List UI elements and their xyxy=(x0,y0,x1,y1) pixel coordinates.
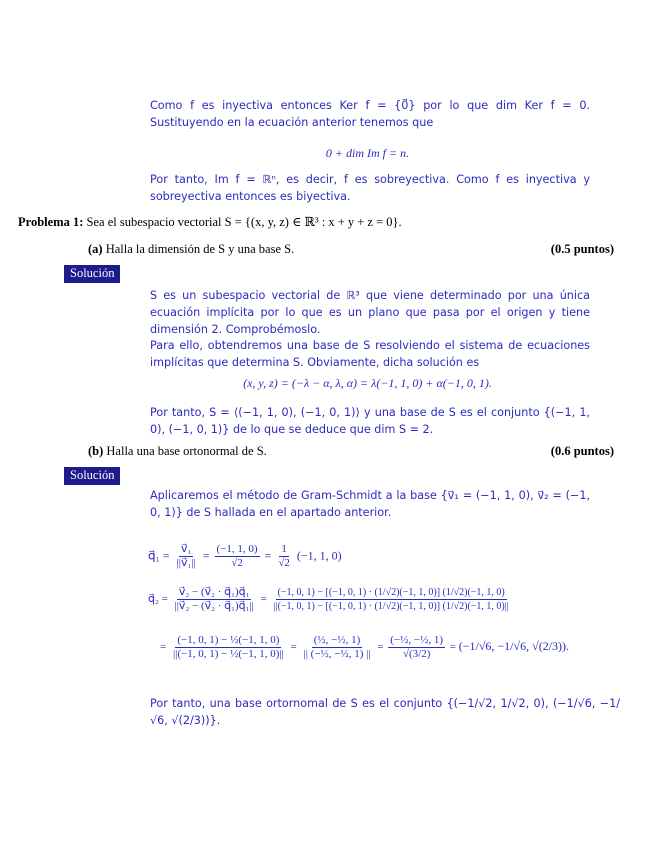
q2-line2-fraction-2: $\frac{\text{(½, −½, 1)}}{\text{|| (−½, −½, 1) ||}}$ xyxy=(303,634,371,660)
solution-a-paragraph-3: Por tanto, S = ⟨(−1, 1, 0), (−1, 0, 1)⟩ y una base de S es el conjunto {(−1, 1, 0), (−1, 0, 1)} de lo que se deduce que dim S = 2. xyxy=(150,406,590,436)
intro-paragraph-1: Como f es inyectiva entonces Ker f = {0⃗} por lo que dim Ker f = 0. Sustituyendo en la ecuación anterior tenemos que xyxy=(150,99,590,129)
part-a-points: (0.5 puntos) xyxy=(550,242,614,256)
part-b-text: Halla una base ortonormal de S. xyxy=(106,444,267,458)
part-b-heading xyxy=(88,444,614,459)
q2-fraction-1: $\frac{\text{v⃗₂ − (v⃗₂ · q⃗₁)q⃗₁}}{\text{||v⃗₂ − (v⃗₂ · q⃗₁)q⃗₁||}}$ xyxy=(174,586,254,612)
part-b-points: (0.6 puntos) xyxy=(550,444,614,458)
q1-lhs: q⃗₁ = xyxy=(148,548,170,563)
solution-a-paragraph-1: S es un subespacio vectorial de ℝ³ que viene determinado por una única ecuación implícita por lo que es un plano que pasa por el origen y tiene dimensión 2. Comprobémoslo. xyxy=(150,289,590,336)
problem-label: Problema 1: xyxy=(18,215,84,229)
solution-b-final: Por tanto, una base ortornomal de S es el conjunto {(−1/√2, 1/√2, 0), (−1/√6, −1/√6, √(2/3))}. xyxy=(150,697,620,727)
q1-equation: q⃗₁ = $\frac{\text{v⃗₁}}{\text{||v⃗₁||}}$ = $\frac{(-1, 1, 0)}{√2}$ = $\frac{1}{√2}$ (−1, 1, 0) xyxy=(148,543,342,569)
part-a-label: (a) xyxy=(88,242,103,256)
solution-b-paragraph-1: Aplicaremos el método de Gram-Schmidt a la base {v⃗₁ = (−1, 1, 0), v⃗₂ = (−1, 0, 1)} de S hallada en el apartado anterior. xyxy=(150,489,590,519)
problem-1 xyxy=(18,214,402,230)
intro-equation: 0 + dim Im f = n. xyxy=(325,146,410,160)
q2-line2-fraction-3: $\frac{\text{(−½, −½, 1)}}{√(3/2)}$ xyxy=(390,634,444,660)
problem-statement: Sea el subespacio vectorial S = {(x, y, z) ∈ ℝ³ : x + y + z = 0}. xyxy=(86,215,402,229)
part-a-text: Halla la dimensión de S y una base S. xyxy=(105,242,295,256)
solution-badge-a: Solución xyxy=(64,265,120,283)
solution-a-paragraph-2: Para ello, obtendremos una base de S resolviendo el sistema de ecuaciones implícitas que determina S. Obviamente, dicha solución es xyxy=(150,339,590,369)
intro-paragraph-2: Por tanto, Im f = ℝⁿ, es decir, f es sobreyectiva. Como f es inyectiva y sobreyectiva entonces es biyectiva. xyxy=(150,173,590,203)
q2-equation-line-1: q⃗₂ = $\frac{\text{v⃗₂ − (v⃗₂ · q⃗₁)q⃗₁}}{\text{||v⃗₂ − (v⃗₂ · q⃗₁)q⃗₁||}}$ = (−1, 0, 1) − [(−1, 0, 1) · (1/√2)(−1, 1, 0)] (1/√2)(−1, 1, 0) ||(−1, 0, 1) − [(−1, 0, 1) · (1/√2)(−1, 1, 0)] (1/√2)(−1, 1, 0)|| xyxy=(148,586,509,612)
q2-equation-line-2: = $\frac{\text{(−1, 0, 1) − ½(−1, 1, 0)}}{\text{||(−1, 0, 1) − ½(−1, 1, 0)||}}$ = $\frac{\text{(½, −½, 1)}}{\text{|| (−½, −½, 1) ||}}$ = $\frac{\text{(−½, −½, 1)}}{√(3/2)}$ = (−1/√6, −1/√6, √(2/3)). xyxy=(160,634,570,660)
q2-result: (−1/√6, −1/√6, √(2/3)). xyxy=(458,639,570,654)
solution-badge-b: Solución xyxy=(64,467,120,485)
part-b-label: (b) xyxy=(88,444,104,458)
q2-lhs: q⃗₂ = xyxy=(148,593,168,606)
q2-line2-fraction-1: $\frac{\text{(−1, 0, 1) − ½(−1, 1, 0)}}{\text{||(−1, 0, 1) − ½(−1, 1, 0)||}}$ xyxy=(172,634,284,660)
q1-fraction-1: $\frac{\text{v⃗₁}}{\text{||v⃗₁||}}$ xyxy=(176,543,196,569)
q2-fraction-2: (−1, 0, 1) − [(−1, 0, 1) · (1/√2)(−1, 1, 0)] (1/√2)(−1, 1, 0) ||(−1, 0, 1) − [(−1, 0, 1) · (1/√2)(−1, 1, 0)] (1/√2)(−1, 1, 0)|| xyxy=(273,587,509,612)
part-a-heading xyxy=(88,242,614,257)
q1-fraction-2: $\frac{(-1, 1, 0)}{√2}$ xyxy=(216,543,258,569)
q1-fraction-3: $\frac{1}{√2}$ xyxy=(278,543,290,569)
solution-a-equation: (x, y, z) = (−λ − α, λ, α) = λ(−1, 1, 0) + α(−1, 0, 1). xyxy=(243,376,492,390)
q1-tail: (−1, 1, 0) xyxy=(296,548,342,563)
